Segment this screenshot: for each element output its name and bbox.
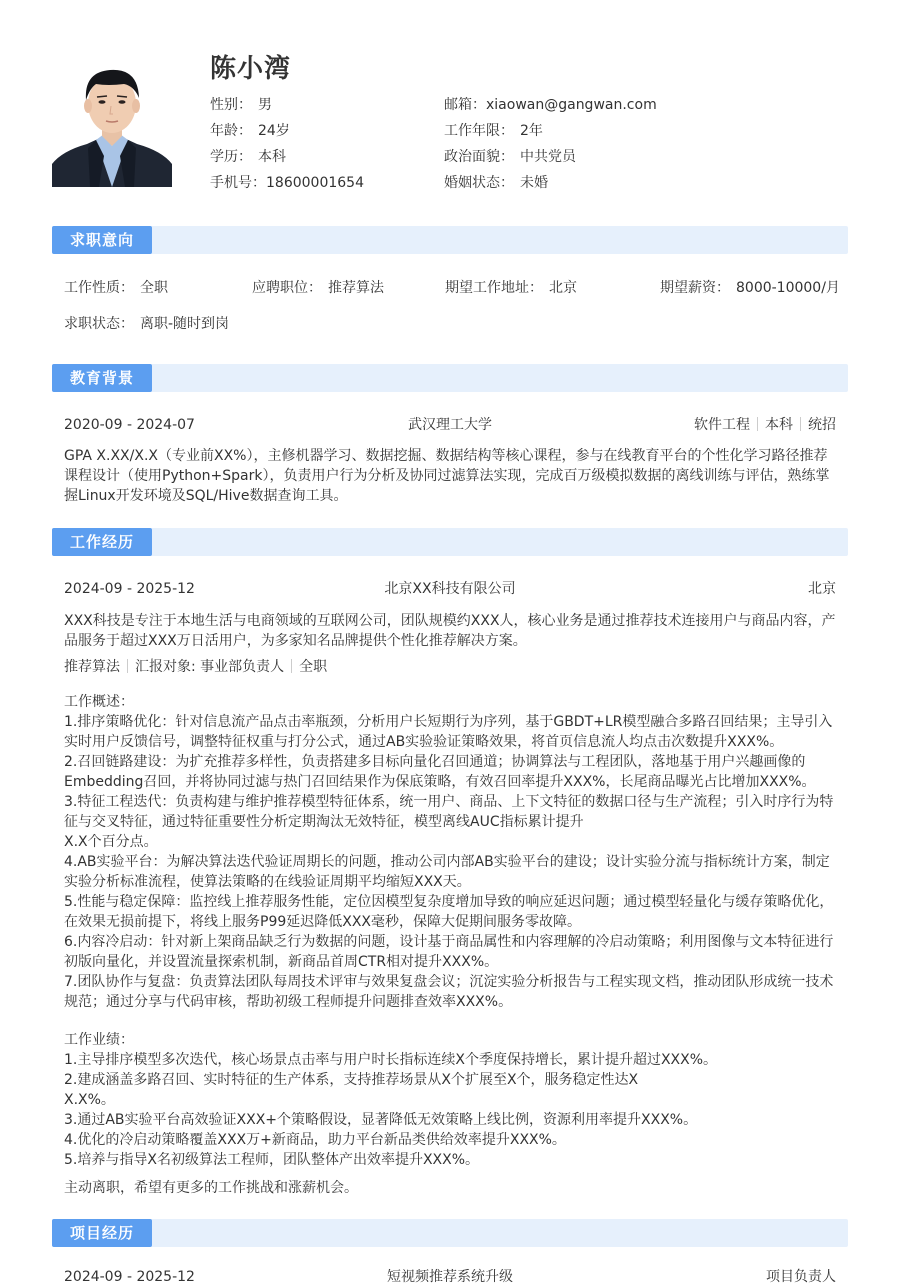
divider: [127, 659, 128, 673]
work-overview: [64, 692, 836, 1012]
text-line: 工作概述：: [64, 694, 134, 710]
project-entry-header: [64, 1266, 836, 1288]
work-achievements: [64, 1030, 836, 1170]
info-gender: [210, 92, 364, 118]
info-value: 男: [258, 97, 272, 113]
intent-job-type: [64, 276, 168, 300]
intent-row-1: [64, 276, 838, 300]
divider: [800, 417, 801, 431]
info-label: 婚姻状态：: [444, 175, 514, 191]
intent-status: [64, 312, 229, 336]
intent-value: 北京: [549, 280, 577, 296]
text-line: 2.建成涵盖多路召回、实时特征的生产体系，支持推荐场景从X个扩展至X个，服务稳定性达X: [64, 1072, 639, 1088]
text-line: 3.特征工程迭代：负责构建与维护推荐模型特征体系，统一用户、商品、上下文特征的数据口径与生产流程；引入时序行为特: [64, 794, 834, 810]
text-line: 1.排序策略优化：针对信息流产品点击率瓶颈，分析用户长短期行为序列，基于GBDT+LR模型融合多路召回结果；主导引入: [64, 714, 833, 730]
text-line: 4.优化的冷启动策略覆盖XXX万+新商品，助力平台新品类供给效率提升XXX%。: [64, 1132, 566, 1148]
info-work-years: [444, 118, 657, 144]
education-description: [64, 446, 836, 506]
info-label: 年龄：: [210, 123, 252, 139]
text-line: X.X%。: [64, 1092, 115, 1108]
section-header-intent: [52, 226, 848, 254]
info-value: xiaowan@gangwan.com: [486, 97, 657, 113]
education-meta: [694, 414, 836, 436]
work-city: 北京: [808, 581, 836, 597]
portrait-photo-icon: [52, 56, 172, 187]
text-line: GPA X.XX/X.X（专业前XX%），主修机器学习、数据挖掘、数据结构等核心课程，参与在线教育平台的个性化学习路径推荐: [64, 448, 828, 464]
info-value: 本科: [258, 149, 286, 165]
project-date: 2024-09 - 2025-12: [64, 1269, 195, 1285]
intent-value: 推荐算法: [328, 280, 384, 296]
info-value: 18600001654: [266, 175, 364, 191]
project-name: 短视频推荐系统升级: [387, 1269, 513, 1285]
text-line: XXX科技是专注于本地生活与电商领域的互联网公司，团队规模约XXX人，核心业务是通过推荐技术连接用户与商品内容，产: [64, 613, 836, 629]
info-value: 2年: [520, 123, 543, 139]
education-date: 2020-09 - 2024-07: [64, 417, 195, 433]
section-title: 求职意向: [52, 226, 152, 254]
text-line: 5.性能与稳定保障：监控线上推荐服务性能，定位因模型复杂度增加导致的响应延迟问题；通过模型轻量化与缓存策略优化，: [64, 894, 834, 910]
text-line: 6.内容冷启动：针对新上架商品缺乏行为数据的问题，设计基于商品属性和内容理解的冷启动策略；利用图像与文本特征进行: [64, 934, 834, 950]
text-line: 征与交叉特征，通过特征重要性分析定期淘汰无效特征，模型离线AUC指标累计提升: [64, 814, 584, 830]
text-line: 实时用户反馈信号，调整特征权重与打分公式，通过AB实验验证策略效果，将首页信息流人均点击次数提升XXX%。: [64, 734, 784, 750]
project-role: 项目负责人: [766, 1269, 836, 1285]
text-line: 1.主导排序模型多次迭代，核心场景点击率与用户时长指标连续X个季度保持增长，累计提升超过XXX%。: [64, 1052, 718, 1068]
info-education: [210, 144, 364, 170]
education-entry-header: [64, 414, 836, 436]
work-date: 2024-09 - 2025-12: [64, 581, 195, 597]
info-label: 学历：: [210, 149, 252, 165]
intent-label: 期望薪资：: [660, 280, 730, 296]
info-value: 24岁: [258, 123, 290, 139]
text-line: 初版向量化，并设置流量探索机制，新商品首周CTR相对提升XXX%。: [64, 954, 499, 970]
work-tag: 全职: [299, 659, 328, 675]
text-line: Embedding召回，并将协同过滤与热门召回结果作为保底策略，有效召回率提升XXX%，长尾商品曝光占比增加XXX%。: [64, 774, 816, 790]
intent-salary: [660, 276, 840, 300]
section-title: 项目经历: [52, 1219, 152, 1247]
section-title: 工作经历: [52, 528, 152, 556]
text-line: 2.召回链路建设：为扩充推荐多样性，负责搭建多目标向量化召回通道；协调算法与工程团队，落地基于用户兴趣画像的: [64, 754, 806, 770]
info-email: [444, 92, 657, 118]
leave-reason: [64, 1178, 836, 1198]
basic-info-left: [210, 92, 364, 196]
info-value: 未婚: [520, 175, 548, 191]
section-header-project: [52, 1219, 848, 1247]
info-phone: [210, 170, 364, 196]
intent-label: 求职状态：: [64, 316, 134, 332]
info-label: 性别：: [210, 97, 252, 113]
text-line: 品服务于超过XXX万日活用户，为多家知名品牌提供个性化推荐解决方案。: [64, 633, 527, 649]
intent-label: 工作性质：: [64, 280, 134, 296]
work-tags: [64, 657, 836, 677]
text-line: 握Linux开发环境及SQL/Hive数据查询工具。: [64, 488, 348, 504]
text-line: 3.通过AB实验平台高效验证XXX+个策略假设，显著降低无效策略上线比例，资源利用率提升XXX%。: [64, 1112, 698, 1128]
intent-location: [445, 276, 577, 300]
info-value: 中共党员: [520, 149, 576, 165]
intent-row-2: [64, 312, 838, 336]
info-label: 邮箱：: [444, 97, 486, 113]
profile-header: [52, 44, 848, 194]
education-type: 统招: [808, 417, 836, 433]
section-header-education: [52, 364, 848, 392]
education-major: 软件工程: [694, 417, 750, 433]
basic-info-right: [444, 92, 657, 196]
text-line: 课程设计（使用Python+Spark），负责用户行为分析及协同过滤算法实现，完成百万级模拟数据的离线训练与评估，熟练掌: [64, 468, 830, 484]
info-label: 工作年限：: [444, 123, 514, 139]
intent-label: 期望工作地址：: [445, 280, 543, 296]
divider: [757, 417, 758, 431]
info-marital-status: [444, 170, 657, 196]
intent-position: [252, 276, 384, 300]
text-line: 实验分析标准流程，使算法策略的在线验证周期平均缩短XXX天。: [64, 874, 471, 890]
text-line: X.X个百分点。: [64, 834, 158, 850]
work-entry-header: [64, 578, 836, 600]
section-title: 教育背景: [52, 364, 152, 392]
text-line: 主动离职，希望有更多的工作挑战和涨薪机会。: [64, 1180, 358, 1196]
text-line: 在效果无损前提下，将线上服务P99延迟降低XXX毫秒，保障大促期间服务零故障。: [64, 914, 582, 930]
work-company: 北京XX科技有限公司: [384, 581, 516, 597]
info-label: 政治面貌：: [444, 149, 514, 165]
text-line: 7.团队协作与复盘：负责算法团队每周技术评审与效果复盘会议；沉淀实验分析报告与工程实现文档，推动团队形成统一技术: [64, 974, 834, 990]
intent-value: 离职-随时到岗: [140, 316, 230, 332]
info-political-status: [444, 144, 657, 170]
divider: [291, 659, 292, 673]
work-tag: 汇报对象: 事业部负责人: [135, 659, 285, 675]
text-line: 4.AB实验平台：为解决算法迭代验证周期长的问题，推动公司内部AB实验平台的建设；设计实验分流与指标统计方案，制定: [64, 854, 830, 870]
avatar: [52, 56, 172, 187]
intent-value: 全职: [140, 280, 168, 296]
education-degree: 本科: [765, 417, 793, 433]
company-intro: [64, 611, 836, 651]
section-header-work: [52, 528, 848, 556]
education-school: 武汉理工大学: [408, 417, 492, 433]
text-line: 5.培养与指导X名初级算法工程师，团队整体产出效率提升XXX%。: [64, 1152, 480, 1168]
candidate-name: 陈小湾: [210, 54, 292, 84]
intent-label: 应聘职位：: [252, 280, 322, 296]
text-line: 工作业绩：: [64, 1032, 134, 1048]
text-line: 规范；通过分享与代码审核，帮助初级工程师提升问题排查效率XXX%。: [64, 994, 513, 1010]
intent-value: 8000-10000/月: [736, 280, 840, 296]
work-tag: 推荐算法: [64, 659, 120, 675]
info-age: [210, 118, 364, 144]
info-label: 手机号：: [210, 175, 266, 191]
